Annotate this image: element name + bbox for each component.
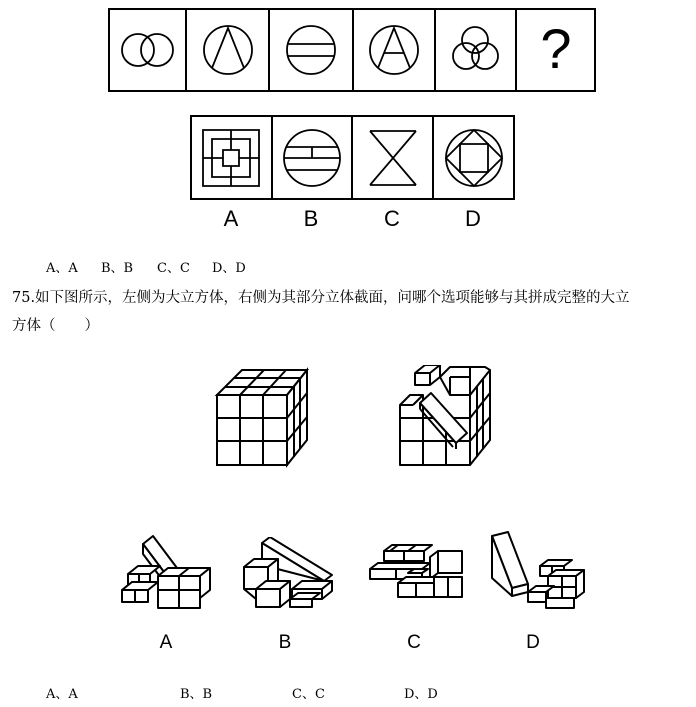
figure-circle-letter-a bbox=[370, 26, 418, 74]
partial-cube-figure bbox=[395, 365, 495, 470]
option-b-label: B bbox=[303, 206, 319, 231]
question-75-line2: 方体（ ） bbox=[12, 318, 99, 334]
figure-circle-peak bbox=[204, 26, 252, 74]
options-strip bbox=[190, 115, 515, 200]
q75-option-c-figure bbox=[368, 543, 464, 601]
q75-option-c-label: C bbox=[407, 632, 421, 653]
big-cube-figure bbox=[212, 365, 312, 470]
option-d-label: D bbox=[465, 206, 481, 231]
q74-answer-d[interactable]: D、D bbox=[212, 261, 246, 276]
sequence-strip bbox=[108, 8, 596, 92]
option-c-figure bbox=[370, 131, 416, 185]
question-75-text bbox=[12, 284, 696, 340]
q75-answer-b[interactable]: B、B bbox=[180, 687, 213, 702]
figure-circle-lines bbox=[287, 26, 335, 74]
question-mark: ? bbox=[540, 17, 572, 80]
q75-option-d-label: D bbox=[526, 632, 540, 653]
q75-answer-c[interactable]: C、C bbox=[292, 687, 325, 702]
q74-answer-a[interactable]: A、A bbox=[46, 261, 78, 276]
q75-option-b-label: B bbox=[278, 632, 292, 653]
q75-option-d-figure bbox=[488, 530, 588, 612]
figure-two-circles bbox=[122, 34, 173, 66]
option-d-figure bbox=[446, 130, 502, 186]
q75-option-a-figure bbox=[118, 532, 214, 612]
option-a-figure bbox=[203, 130, 259, 186]
option-c-label: C bbox=[384, 206, 400, 231]
q74-answer-b[interactable]: B、B bbox=[101, 261, 134, 276]
option-a-label: A bbox=[223, 206, 239, 231]
q75-option-b-figure bbox=[240, 537, 336, 609]
figure-three-circles bbox=[453, 27, 498, 69]
q74-answer-c[interactable]: C、C bbox=[157, 261, 190, 276]
q74-answer-row bbox=[0, 257, 696, 277]
q75-answer-row bbox=[0, 683, 696, 703]
option-b-figure bbox=[284, 130, 340, 186]
q75-answer-d[interactable]: D、D bbox=[404, 687, 438, 702]
q75-option-a-label: A bbox=[159, 632, 173, 653]
q75-answer-a[interactable]: A、A bbox=[46, 687, 78, 702]
question-75-line1: 75.如下图所示，左侧为大立方体，右侧为其部分立体截面，问哪个选项能够与其拼成完整的大立 bbox=[12, 290, 630, 306]
